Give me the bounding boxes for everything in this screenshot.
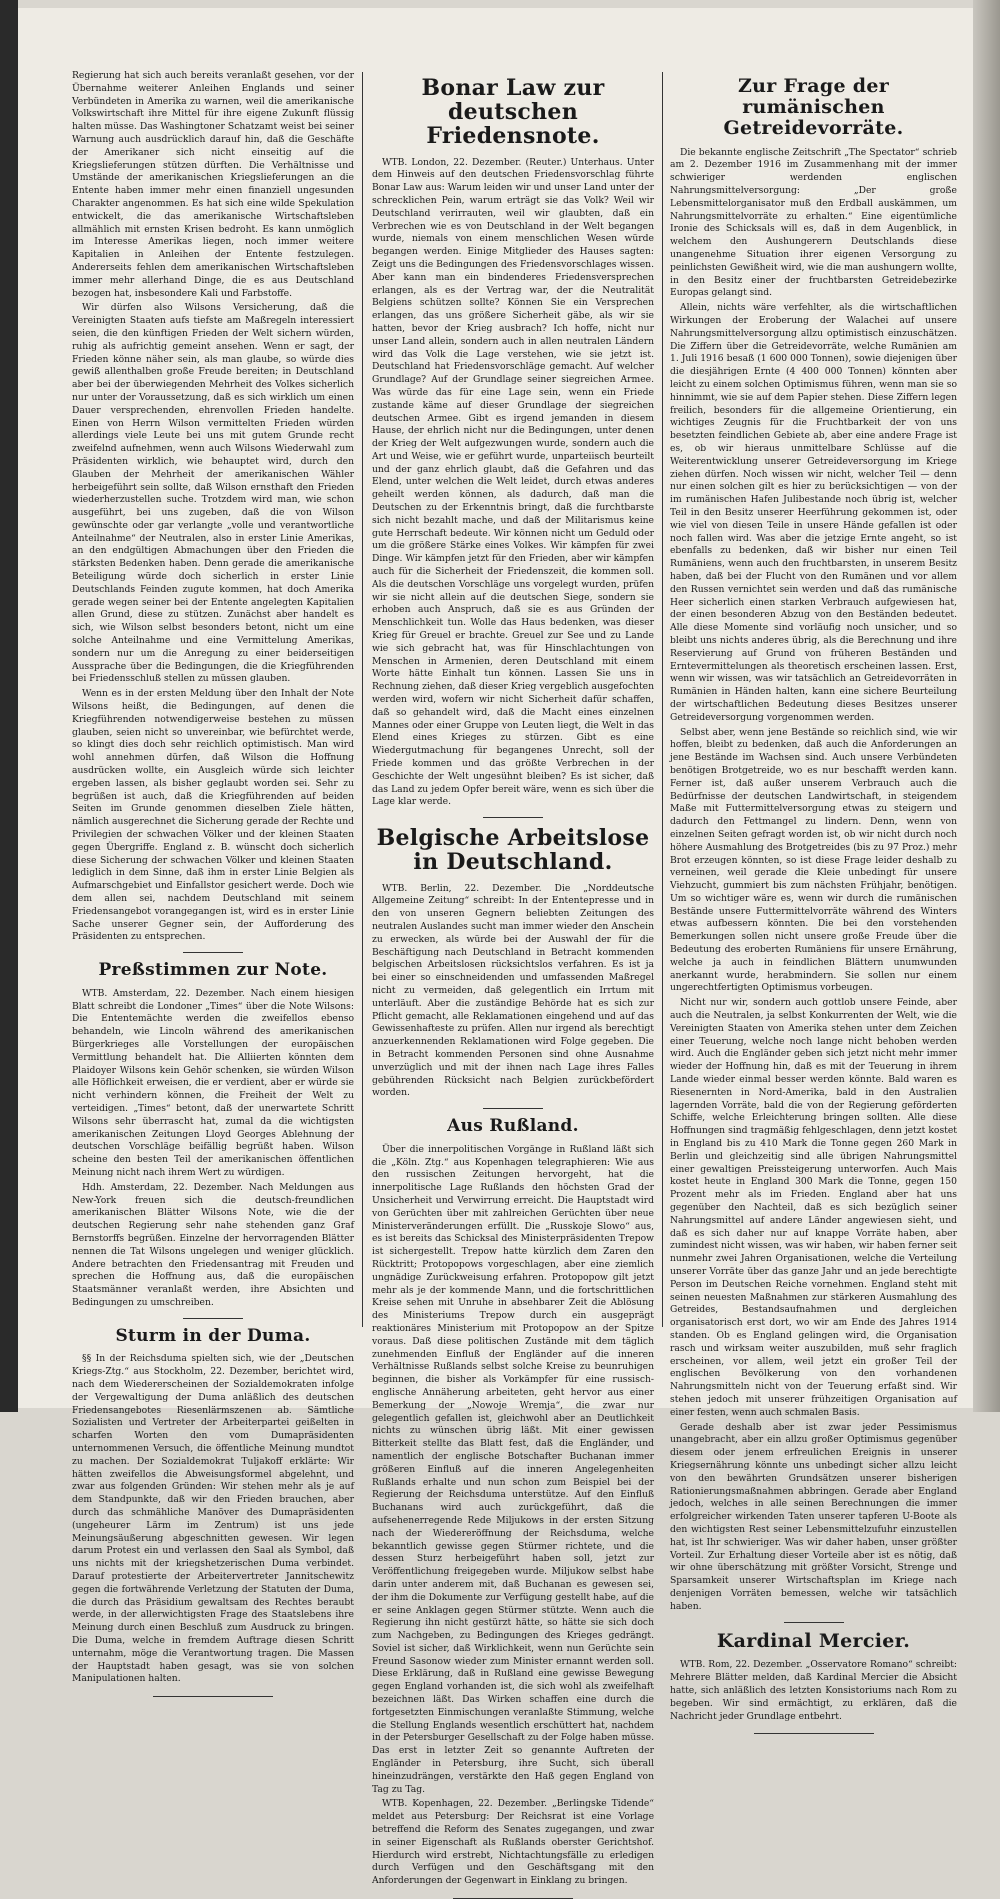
paragraph: Regierung hat sich auch bereits veranlaßt gesehen, vor der Übernahme weiterer Anleihen Englands und seiner Verbündeten in Amerika zu warnen, weil die amerikanische Volkswirtschaft ihre Mittel für ihre eigene Zukunft flüssig halten müsse. Das Washingtoner Schatzamt weist bei seiner Warnung auch ausdrücklich darauf hin, daß die Geschäfte der Amerikaner sich nicht einseitig auf die Kriegslieferungen stützen dürften. Die Verhältnisse und Umstände der amerikanischen Kriegslieferungen an die Entente haben immer mehr einen finanziell ungesunden Charakter angenommen. Es hat sich eine wilde Spekulation entwickelt, die das amerikanische Wirtschaftsleben allmählich mit ernsten Krisen bedroht. Es kann unmöglich im Interesse Amerikas liegen, noch immer weitere Kapitalien in Anleihen der Entente festzulegen. Andererseits fehlen dem amerikanischen Wirtschaftsleben immer mehr allerhand Dinge, die es aus Deutschland bezogen hat, insbesondere Kali und Farbstoffe.: [72, 70, 354, 299]
article-heading: Aus Rußland.: [447, 1116, 579, 1137]
paragraph: WTB. Rom, 22. Dezember. „Osservatore Romano“ schreibt: Mehrere Blätter melden, daß Kardinal Mercier die Absicht hatte, sich anläßlich des letzten Konsistoriums nach Rom zu begeben. Wir sind ermächtigt, zu erklären, daß die Nachricht jeder Grundlage entbehrt.: [670, 1659, 957, 1722]
paragraph: Selbst aber, wenn jene Bestände so reichlich sind, wie wir hoffen, bleibt zu bedenken, daß auch die Anforderungen an jene Bestände im Wachsen sind. Auch unsere Verbündeten benötigen Brotgetreide, wo es nur beschafft werden kann. Ferner ist, daß außer unserem Verbrauch auch die Bedürfnisse der deutschen Landwirtschaft, in steigendem Maße mit Futtermittelversorgung etwas zu steigern und dadurch den Fettmangel zu lindern. Denn, wenn von einzelnen Seiten gefragt worden ist, ob wir nicht durch noch höhere Ausmahlung des Brotgetreides (bis zu 97 Proz.) mehr Brot erzeugen könnten, so ist diese Frage leider deshalb zu verneinen, weil gerade die Kleie unbedingt für unsere Viehzucht, gummiert bis zum nächsten Frühjahr, benötigen. Um so wichtiger wäre es, wenn wir durch die rumänischen Bestände unsere Futtermittelvorräte während des Winters etwas aufbessern könnten. Die bei den vorstehenden Bemerkungen sollen nicht unsere große Freude über die Bedeutung des eroberten Rumäniens für unsere Ernährung, welche ja auch in feindlichen Blättern unumwunden anerkannt wurde, herabmindern. Sie sollen nur einem ungerechtfertigten Optimismus vorbeugen.: [670, 726, 957, 994]
separator: [183, 952, 243, 953]
paragraph: Hdh. Amsterdam, 22. Dezember. Nach Meldungen aus New-York freuen sich die deutsch-freundlichen amerikanischen Blätter Wilsons Note, wie die der deutschen Regierung sehr nahe stehenden ganz Graf Bernstorffs begrüßen. Einzelne der hervorragenden Blätter nennen die Tat Wilsons ungelegen und weniger glücklich. Andere betrachten den Friedensantrag mit Freuden und sprechen die Hoffnung aus, daß die europäischen Staatsmänner veranlaßt werden, ihre Absichten und Bedingungen zu umschreiben.: [72, 1181, 354, 1308]
article-heading: Belgische Arbeitslose in Deutschland.: [376, 825, 650, 876]
paragraph: WTB. Kopenhagen, 22. Dezember. „Berlingske Tidende“ meldet aus Petersburg: Der Reichsrat ist eine Vorlage betreffend die Reform des Senates zugegangen, und zwar in seiner Eigenschaft als Rußlands oberster Gerichtshof. Hierdurch wird erstrebt, Nichtachtungsfälle zu erledigen durch Verfügen und den Geschäftsgang mit den Anforderungen der Gegenwart in Einklang zu bringen.: [372, 1798, 654, 1887]
article-heading: Bonar Law zur deutschen Friedensnote.: [421, 75, 605, 150]
paragraph: Wir dürfen also Wilsons Versicherung, daß die Vereinigten Staaten aufs tiefste am Maßregeln interessiert seien, die den künftigen Frieden der Welt sichern würden, ruhig als aufrichtig gemeint ansehen. Wenn er sagt, der Frieden könne näher sein, als man glaube, so würde dies gewiß allenthalben große Freude bereiten; in Deutschland aber bei der überwiegenden Mehrheit des Volkes sicherlich nur unter der Voraussetzung, daß es sich wirklich um einen Dauer versprechenden, ehrenvollen Frieden handelte. Einen von Herrn Wilson vermittelten Frieden würden allerdings viele Leute bei uns mit gutem Grunde recht zweifelnd aufnehmen, wenn auch Wilsons Wiederwahl zum Präsidenten wirklich, wie behauptet wird, durch den Glauben der Mehrheit der amerikanischen Wähler herbeigeführt sein sollte, daß Wilson ernsthaft den Frieden wiederherzustellen suche. Trotzdem wird man, wie schon ausgeführt, bei uns zugeben, daß die von Wilson gewünschte oder gar verlangte „volle und verantwortliche Anteilnahme“ der Neutralen, also in erster Linie Amerikas, an den endgültigen Abmachungen über den Frieden die stärksten Bedenken haben. Denn gerade die amerikanische Beteiligung würde doch sicherlich in erster Linie Deutschlands Feinden zugute kommen, hat doch Amerika gerade wegen seiner bei der Entente angelegten Kapitalien allen Grund, diese zu stützen. Zunächst aber handelt es sich, wie Wilson selbst besonders betont, nicht um eine solche Anteilnahme und eine Vermittelung Amerikas, sondern nur um die Anregung zu einer beiderseitigen Aussprache über die Bedingungen, die die Kriegführenden bei Friedensschluß stellen zu müssen glauben.: [72, 302, 354, 685]
separator: [483, 817, 543, 818]
column-rule: [662, 72, 663, 1327]
separator: [784, 1622, 844, 1623]
paragraph: Allein, nichts wäre verfehlter, als die wirtschaftlichen Wirkungen der Eroberung der Walachei auf unsere Nahrungsmittelversorgung allzu optimistisch einzuschätzen. Die Ziffern über die Getreidevorräte, welche Rumänien am 1. Juli 1916 besaß (1 600 000 Tonnen), sowie diejenigen über die diesjährigen Ernte (4 400 000 Tonnen) könnten aber leicht zu einem solchen Optimismus führen, wenn man sie so hinnimmt, wie sie auf dem Papier stehen. Diese Ziffern legen freilich, besonders für die allgemeine Orientierung, ein wichtiges Zeugnis für die Fruchtbarkeit der von uns besetzten feindlichen Gebiete ab, aber eine andere Frage ist es, ob wir hieraus unmittelbare Schlüsse auf die Weiterentwicklung unserer Getreideversorgung im Kriege ziehen dürfen. Noch wissen wir nicht, welcher Teil — denn nur einen solchen gilt es hier zu berücksichtigen — von der im rumänischen Hafen Julibestande noch übrig ist, welcher Teil in den Besitz unserer Heerführung gekommen ist, oder wie viel von diesen Teile in unsere Hände gefallen ist oder noch fallen wird. Was aber die jetzige Ernte angeht, so ist ebenfalls zu bedenken, daß wir bisher nur einen Teil Rumäniens, wenn auch den fruchtbarsten, in unserem Besitz haben, daß bei der Flucht von den Rumänen und vor allem den Russen vernichtet sein werden und daß das rumänische Heer sicherlich einen starken Verbrauch aufgewiesen hat, der einen besonderen Abzug von den Beständen bedeutet. Alle diese Momente sind vorläufig noch unsicher, und so bleibt uns nichts anderes übrig, als die Berechnung und ihre Reservierung auf Grund von früheren Beständen und Erntevermittelungen als theoretisch erscheinen lassen. Erst, wenn wir wissen, was wir tatsächlich an Getreidevorräten in Rumänien in Händen halten, kann eine sichere Beurteilung der wirtschaftlichen Bedeutung dieses Besitzes unserer Getreideversorgung vorgenommen werden.: [670, 302, 957, 723]
separator: [183, 1318, 243, 1319]
paragraph: Die bekannte englische Zeitschrift „The Spectator“ schrieb am 2. Dezember 1916 im Zusammenhang mit der immer schwieriger werdenden englischen Nahrungsmittelversorgung: „Der große Lebensmittelorganisator muß den Erdball auskämmen, um Nahrungsmittelvorräte zu erhalten.“ Eine eigentümliche Ironie des Schicksals will es, daß in dem Augenblick, in welchem den Aushungerern Deutschlands diese unangenehme Situation ihrer eigenen Versorgung zu peinlichsten Gewißheit wird, wie die man aushungern wollte, in den Besitz einer der fruchtbarsten Getreidebezirke Europas gelangt sind.: [670, 146, 957, 299]
paragraph: Nicht nur wir, sondern auch gottlob unsere Feinde, aber auch die Neutralen, ja selbst Konkurrenten der Welt, wie die Vereinigten Staaten von Amerika stehen unter dem Zeichen einer Teuerung, welche noch lange nicht behoben werden wird. Auch die Engländer geben sich jetzt nicht mehr immer wieder der Hoffnung hin, daß es mit der Teuerung in ihrem Lande wieder einmal besser werden könnte. Bald waren es Riesenernten in Nord-Amerika, bald in den Australien lagernden Vorräte, bald die von der Regierung geförderten Schiffe, welche Erleichterung bringen sollten. Alle diese Hoffnungen sind tragmäßig fehlgeschlagen, denn jetzt kostet in England bis zu 410 Mark die Tonne gegen 260 Mark in Berlin und gleichzeitig sind alle übrigen Nahrungsmittel einer gewaltigen Preissteigerung unterworfen. Auch Mais kostet heute in England 300 Mark die Tonne, gegen 150 Prozent mehr als im Frieden. England aber hat uns gegenüber den Nachteil, daß es sich bezüglich seiner Nahrungsmittel auf andere Länder angewiesen sieht, und daß es sich daher nur auf knappe Vorräte haben, aber zumindest nicht wissen, was wir haben, wir haben ferner seit nunmehr zwei Jahren Organisationen, welche die Verteilung unserer Vorräte über das ganze Jahr und an jede berechtigte Person im Deutschen Reiche vornehmen. England steht mit seinen neuesten Maßnahmen zur stärkeren Ausmahlung des Getreides, Bestandsaufnahmen und dergleichen organisatorisch erst dort, wo wir am Ende des Jahres 1914 standen. Ob es England gelingen wird, die Organisation rasch und wirksam weiter auszubilden, muß sehr fraglich erscheinen, vor allem, weil jetzt ein großer Teil der englischen Bevölkerung von den vorhandenen Nahrungsmitteln nicht von der Teuerung erfaßt sind. Wir stehen jedoch mit unserer frühzeitigen Organisation auf einer festen, wenn auch schmalen Basis.: [670, 997, 957, 1418]
paragraph: WTB. Berlin, 22. Dezember. Die „Norddeutsche Allgemeine Zeitung“ schreibt: In der Ententepresse und in den von unseren Gegnern beliebten Zeitungen des neutralen Auslandes sucht man immer wieder den Anschein zu erwecken, als würde bei der Auswahl der für die Beschäftigung nach Deutschland in Betracht kommenden belgischen Arbeitslosen rücksichtslos verfahren. Es ist ja bei einer so einschneidenden und umfassenden Maßregel nicht zu vermeiden, daß gelegentlich ein Irrtum mit unterläuft. Aber die zuständige Behörde hat es sich zur Pflicht gemacht, alle Reklamationen eingehend und auf das Gewissenhafteste zu prüfen. Allen nur irgend als berechtigt anzuerkennenden Reklamationen wird Folge gegeben. Die in Betracht kommenden Personen sind ohne Ausnahme unverzüglich und mit der ihnen nach Lage ihres Falles gebührenden Rücksicht nach Belgien zurückbefördert worden.: [372, 882, 654, 1099]
paragraph: Gerade deshalb aber ist zwar jeder Pessimismus unangebracht, aber ein allzu großer Optimismus gegenüber diesem oder jenem erfreulichen Ereignis in unserer Kriegsernährung könnte uns unbedingt sicher allzu leicht von den bewährten Grundsätzen unserer bisherigen Rationierungsmaßnahmen abbringen. Gerade aber England jedoch, welches in alle seinen Berechnungen die immer erfolgreicher wirkenden Taten unserer tapferen U-Boote als den wichtigsten Rest seiner Lebensmittelzufuhr einzustellen hat, ist Ihr schwieriger. Was wir daher haben, unser größter Vorteil. Zur Erhaltung dieser Vorteile aber ist es nötig, daß wir ohne überschätzung mit größter Vorsicht, Strenge und Sparsamkeit unserer Wirtschaftsplan im Kriege nach denjenigen Vorräten bemessen, welche wir tatsächlich haben.: [670, 1421, 957, 1612]
column-rule: [362, 72, 363, 1327]
column-3: [670, 70, 957, 1722]
article-heading: Kardinal Mercier.: [716, 1629, 911, 1652]
paragraph: §§ In der Reichsduma spielten sich, wie der „Deutschen Kriegs-Ztg.“ aus Stockholm, 22. Dezember, berichtet wird, nach dem Wiedererscheinen der Sozialdemokraten infolge der Vergewaltigung der Duma anläßlich des deutschen Friedensangebotes Riesenlärmszenen ab. Sämtliche Sozialisten und Vertreter der Arbeiterpartei geißelten in scharfen Worten den vom Dumapräsidenten unternommenen Versuch, die öffentliche Meinung mundtot zu machen. Der Sozialdemokrat Tuljakoff erklärte: Wir hätten zweifellos die Abweisungsformel abgelehnt, und zwar aus folgenden Gründen: Wir stehen mehr als je auf dem Standpunkte, daß wir den Frieden brauchen, aber durch das schmähliche Manöver des Dumapräsidenten (ungeheurer Lärm im Zentrum) ist uns jede Meinungsäußerung abgeschnitten gewesen. Wir legen darum Protest ein und verlassen den Saal als Symbol, daß uns nichts mit der kriegshetzerischen Duma verbindet. Darauf protestierte der Arbeitervertreter Jannitschewitz gegen die fortwährende Verletzung der Statuten der Duma, die durch das Präsidium gewaltsam des Rechtes beraubt werde, in der allerwichtigsten Frage des Staatslebens ihre Meinung durch einen Beschluß zum Ausdruck zu bringen. Die Duma, welche in fremdem Auftrage diesen Schritt unternahm, möge die Verantwortung tragen. Die Massen der Hauptstadt haben gesagt, was sie von solchen Manipulationen halten.: [72, 1353, 354, 1685]
scan-edge: [0, 0, 18, 1412]
column-1: [72, 70, 354, 1685]
paragraph: Über die innerpolitischen Vorgänge in Rußland läßt sich die „Köln. Ztg.“ aus Kopenhagen telegraphieren: Wie aus den russischen Zeitungen hervorgeht, hat die innerpolitische Lage Rußlands den höchsten Grad der Unsicherheit und Verwirrung erreicht. Die Hauptstadt wird von Gerüchten über mit zahlreichen Gerüchten über neue Ministerveränderungen erfüllt. Die „Russkoje Slowo“ aus, es ist bereits das Schicksal des Ministerpräsidenten Trepow ist sichergestellt. Trepow hatte kürzlich dem Zaren den Rücktritt; Protopopows vorgeschlagen, aber eine ziemlich ungnädige Zurückweisung erfahren. Protopopow gilt jetzt mehr als je der kommende Mann, und die fortschrittlichen Kreise sehen mit Unruhe in absehbarer Zeit die Ablösung des Ministeriums Trepow durch ein ausgeprägt reaktionäres Ministerium mit Protopopow an der Spitze voraus. Daß diese politischen Zustände mit dem täglich zunehmenden Einfluß der Engländer auf die inneren Verhältnisse Rußlands selbst solche Kreise zu beunruhigen beginnen, die bisher als Vorkämpfer für eine russisch-englische Annäherung arbeiteten, geht hervor aus einer Bemerkung der „Nowoje Wremja“, die zwar nur gelegentlich gefallen ist, gleichwohl aber an Deutlichkeit nichts zu wünschen übrig läßt. Mit einer gewissen Bitterkeit stellte das Blatt fest, daß die Engländer, und namentlich der englische Botschafter Buchanan immer größeren Einfluß auf die inneren Angelegenheiten Rußlands erhalte und nun schon zum Beispiel bei der Regierung der Reichsduma unterstütze. Auf den Einfluß Buchanans wird auch zurückgeführt, daß die aufsehenerregende Rede Miljukows in der ersten Sitzung nach der Wiedereröffnung der Reichsduma, welche bekanntlich gewisse gegen Stürmer richtete, und die dessen Sturz herbeigeführt haben soll, jetzt zur Veröffentlichung freigegeben wurde. Miljukow selbst habe darin unter anderem mit, daß Buchanan es gewesen sei, der ihm die Dokumente zur Verfügung gestellt habe, auf die er seine Anklagen gegen Stürmer stützte. Wenn auch die Regierung ihn nicht gestürzt hätte, so hätte sie sich doch zum Nachgeben, zu Bedingungen des Krieges gedrängt. Soviel ist sicher, daß Wirklichkeit, wenn nun Gerüchte sein Freund Sasonow wieder zum Minister ernannt werden soll. Diese Erklärung, daß in Rußland eine gewisse Bewegung gegen England vorhanden ist, die sich wohl als zweifelhaft bezeichnen läßt. Das Wirken schaffen eine durch die fortgesetzten Einmischungen veranlaßte Stimmung, welche die Stellung Englands wesentlich erschüttert hat, nachdem in der Petersburger Gesellschaft zu der Folge haben müsse. Das erst in letzter Zeit so genannte Auftreten der Engländer in Petersburg, ihre Sucht, sich überall hineinzudrängen, verstärkte den Haß gegen England von Tag zu Tag.: [372, 1143, 654, 1795]
column-2: [372, 70, 654, 1887]
page-edge-shadow: [973, 0, 1000, 1412]
paragraph: WTB. London, 22. Dezember. (Reuter.) Unterhaus. Unter dem Hinweis auf den deutschen Friedensvorschlag führte Bonar Law aus: Warum leiden wir und unser Land unter der schrecklichen Pein, warum erträgt sie das Volk? Weil wir Deutschland verirrauten, weil wir glaubten, daß ein Verbrechen wie es von Deutschland in der Welt begangen wurde, niemals von einem menschlichen Wesen würde begangen werden. Einige Mitglieder des Hauses sagten: Zeigt uns die Bedingungen des Friedensvorschlages wissen. Aber kann man ein bindenderes Friedensversprechen erlangen, als es der Vertrag war, der die Neutralität Belgiens schützen sollte? Können Sie ein Versprechen erlangen, das uns größere Sicherheit gäbe, als wir sie hatten, bevor der Krieg ausbrach? Ich hoffe, nicht nur unser Land allein, sondern auch in allen neutralen Ländern wird das Volk die Lage verstehen, wie sie jetzt ist. Deutschland hat Friedensvorschläge gemacht. Auf welcher Grundlage? Auf der Grundlage seiner siegreichen Armee. Was würde das für eine Lage sein, wenn ein Friede zustande käme auf dieser Grundlage der siegreichen deutschen Armee. Gibt es irgend jemanden in diesem Hause, der ehrlich nicht nur die Bedingungen, unter denen der Krieg der Welt aufgezwungen wurde, sondern auch die Art und Weise, wie er geführt wurde, unparteiisch beurteilt und der ganz ehrlich glaubt, daß die Gefahren und das Elend, unter welchen die Welt leidet, durch etwas anderes geheilt werden können, als dadurch, daß man die Deutschen zu der Erkenntnis bringt, daß die furchtbarste sich nicht bezahlt mache, und daß der Militarismus keine gute Herrschaft bedeute. Wir können nicht um Geduld oder um die größere Stärke eines Volkes. Wir kämpfen für zwei Dinge. Wir kämpfen jetzt für den Frieden, aber wir kämpfen auch für die Sicherheit der Friedenszeit, die kommen soll. Als die deutschen Vorschläge uns vorgelegt wurden, prüfen wir sie nicht allein auf die deutschen Siege, sondern sie erhoben auch Anspruch, daß sie es aus Gründen der Menschlichkeit tun. Wolle das Haus bedenken, was dieser Krieg für Greuel er brachte. Greuel zur See und zu Lande wie sich gebracht hat, was für Hinschlachtungen von Menschen in Armenien, deren Deutschland mit einem Worte hätte Einhalt tun können. Lassen Sie uns in Rechnung ziehen, daß dieser Krieg vergeblich ausgefochten werden wird, wofern wir nicht Sicherheit dafür schaffen, daß so gehandelt wird, daß die Macht eines einzelnen Mannes oder einer Gruppe von Leuten liegt, die Welt in das Elend eines Krieges zu stürzen. Gibt es eine Wiedergutmachung für begangenes Unrecht, soll der Friede kommen und das größte Verbrechen in der Geschichte der Welt ungesühnt bleiben? Es ist sicher, daß das Land zu jedem Opfer bereit wäre, wenn es sich über die Lage klar werde.: [372, 156, 654, 808]
paragraph: Wenn es in der ersten Meldung über den Inhalt der Note Wilsons heißt, die Bedingungen, auf denen die Kriegführenden notwendigerweise bestehen zu müssen glauben, seien nicht so unvereinbar, wie befürchtet werde, so klingt dies doch sehr reichlich optimistisch. Man wird wohl annehmen dürfen, daß Wilson die Hoffnung ausdrücken wollte, ein Ausgleich würde sich leichter ergeben lassen, als bisher geglaubt worden sei. Sehr zu begrüßen ist auch, daß die Kriegführenden auf beiden Seiten im Grunde genommen dieselben Ziele hätten, nämlich ausgerechnet die Sicherung gerade der Rechte und Privilegien der schwachen Völker und der kleinen Staaten gegen Übergriffe. England z. B. wünscht doch sicherlich diese Sicherung der schwachen Völker und kleinen Staaten lediglich in dem Sinne, daß ihm in erster Linie Belgien als Aufmarschgebiet und Einfallstor gesichert werde. Doch wie dem allen sei, nachdem Deutschland mit seinem Friedensangebot vorangegangen ist, wird es in erster Linie Sache unserer Gegner sein, der Aufforderung des Präsidenten zu entsprechen.: [72, 688, 354, 943]
paragraph: WTB. Amsterdam, 22. Dezember. Nach einem hiesigen Blatt schreibt die Londoner „Times“ über die Note Wilsons: Die Ententemächte werden die zweifellos ebenso behandeln, wie Lincoln während des amerikanischen Bürgerkrieges alle Vorstellungen der europäischen Vermittlung behandelt hat. Die Alliierten könnten dem Plaidoyer Wilsons kein Gehör schenken, sie würden Wilson alle Höflichkeit erweisen, die er verdient, aber er würde sie nicht verhindern können, die Freiheit der Welt zu verteidigen. „Times“ betont, daß der unerwartete Schritt Wilsons sehr überrascht hat, zumal da die wichtigsten amerikanischen Zeitungen Lloyd Georges Ablehnung der deutschen Vorschläge beifällig begrüßt haben. Wilson scheine den besten Teil der amerikanischen öffentlichen Meinung nicht nach ihrem Wert zu würdigen.: [72, 987, 354, 1179]
separator: [153, 1696, 273, 1697]
separator: [754, 1733, 874, 1734]
separator: [483, 1108, 543, 1109]
article-heading: Preßstimmen zur Note.: [98, 960, 328, 981]
article-heading: Zur Frage der rumänischen Getreidevorräte.: [723, 75, 904, 139]
article-heading: Sturm in der Duma.: [115, 1325, 311, 1346]
